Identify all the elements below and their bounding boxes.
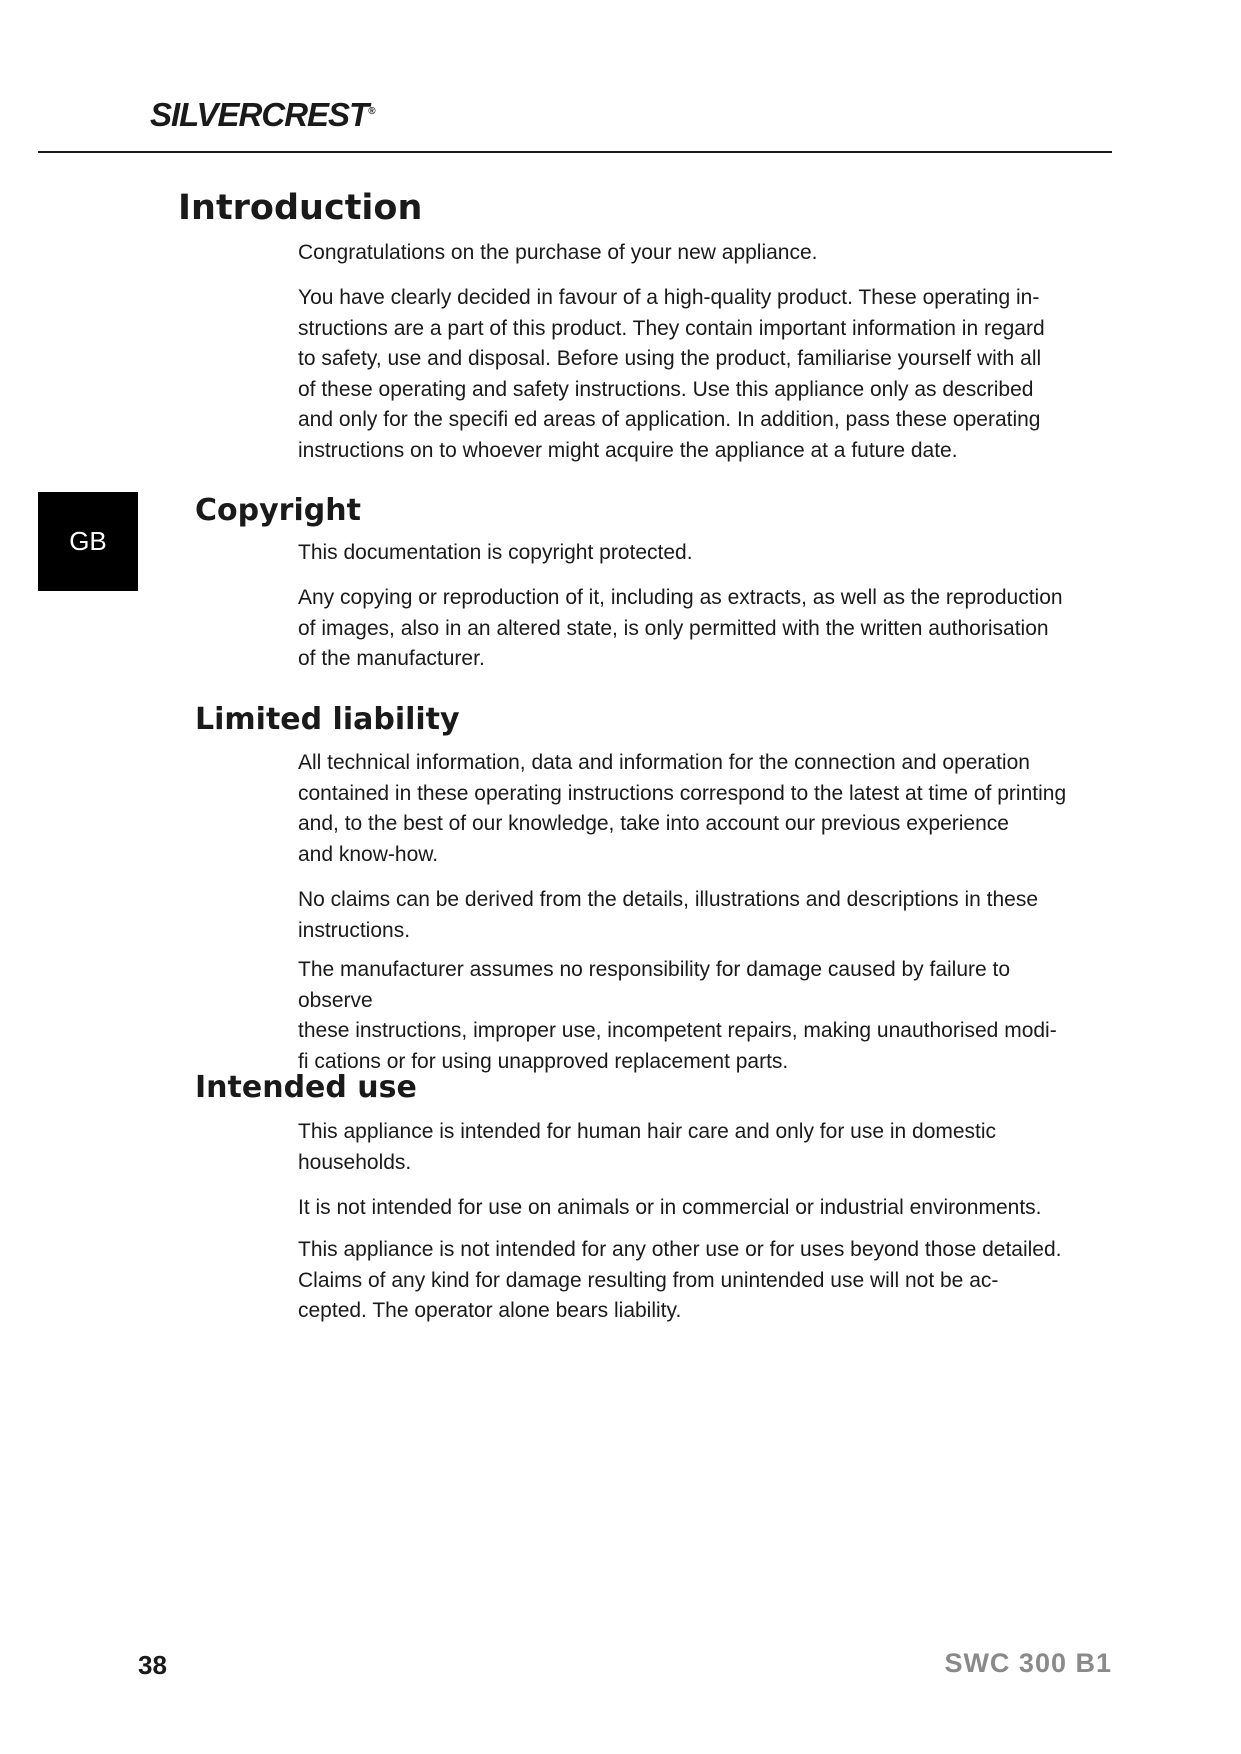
copyright-paragraph-1: This documentation is copyright protected.: [298, 541, 693, 564]
introduction-paragraph-2: You have clearly decided in favour of a high-quality product. These operating in- structions are a part of this product. They contain important information in regard to safety, use and disposal. Before using the product, familiarise yourself with all of these operating and safety instructions. Use this appliance only as described and only for the specifi ed areas of application. In addition, pass these operating instructions on to whoever might acquire the appliance at a future date.: [298, 286, 1045, 462]
limited-liability-paragraph-3: The manufacturer assumes no responsibility for damage caused by failure to observe these instructions, improper use, incompetent repairs, making unauthorised modi- fi cations or for using unapproved replacement parts.: [298, 958, 1057, 1073]
brand-name: SILVERCREST: [150, 96, 369, 133]
language-label: GB: [69, 526, 107, 556]
brand-logo: [150, 96, 375, 134]
copyright-heading: Copyright: [195, 493, 361, 528]
limited-liability-paragraph-2: No claims can be derived from the details, illustrations and descriptions in these instructions.: [298, 888, 1039, 942]
limited-liability-heading: Limited liability: [195, 702, 460, 737]
model-number: SWC 300 B1: [944, 1648, 1112, 1678]
limited-liability-paragraph-1: All technical information, data and information for the connection and operation contained in these operating instructions correspond to the latest at time of printing and, to the best of our knowledge, take into account our previous experience and know-how.: [298, 751, 1067, 866]
header-divider: [38, 151, 1112, 153]
registered-mark: ®: [368, 106, 375, 117]
page-number: 38: [138, 1650, 167, 1680]
introduction-paragraph-1: Congratulations on the purchase of your new appliance.: [298, 241, 818, 264]
intended-use-paragraph-2: It is not intended for use on animals or in commercial or industrial environments.: [298, 1196, 1042, 1219]
introduction-heading: Introduction: [178, 188, 423, 228]
intended-use-heading: Intended use: [195, 1070, 417, 1105]
language-tab: [38, 492, 138, 591]
intended-use-paragraph-1: This appliance is intended for human hair care and only for use in domestic households.: [298, 1120, 997, 1174]
intended-use-paragraph-3: This appliance is not intended for any other use or for uses beyond those detailed. Claims of any kind for damage resulting from unintended use will not be ac- cepted. The operator alone bears liability.: [298, 1238, 1062, 1322]
copyright-paragraph-2: Any copying or reproduction of it, including as extracts, as well as the reproduction of images, also in an altered state, is only permitted with the written authorisation of the manufacturer.: [298, 586, 1063, 670]
